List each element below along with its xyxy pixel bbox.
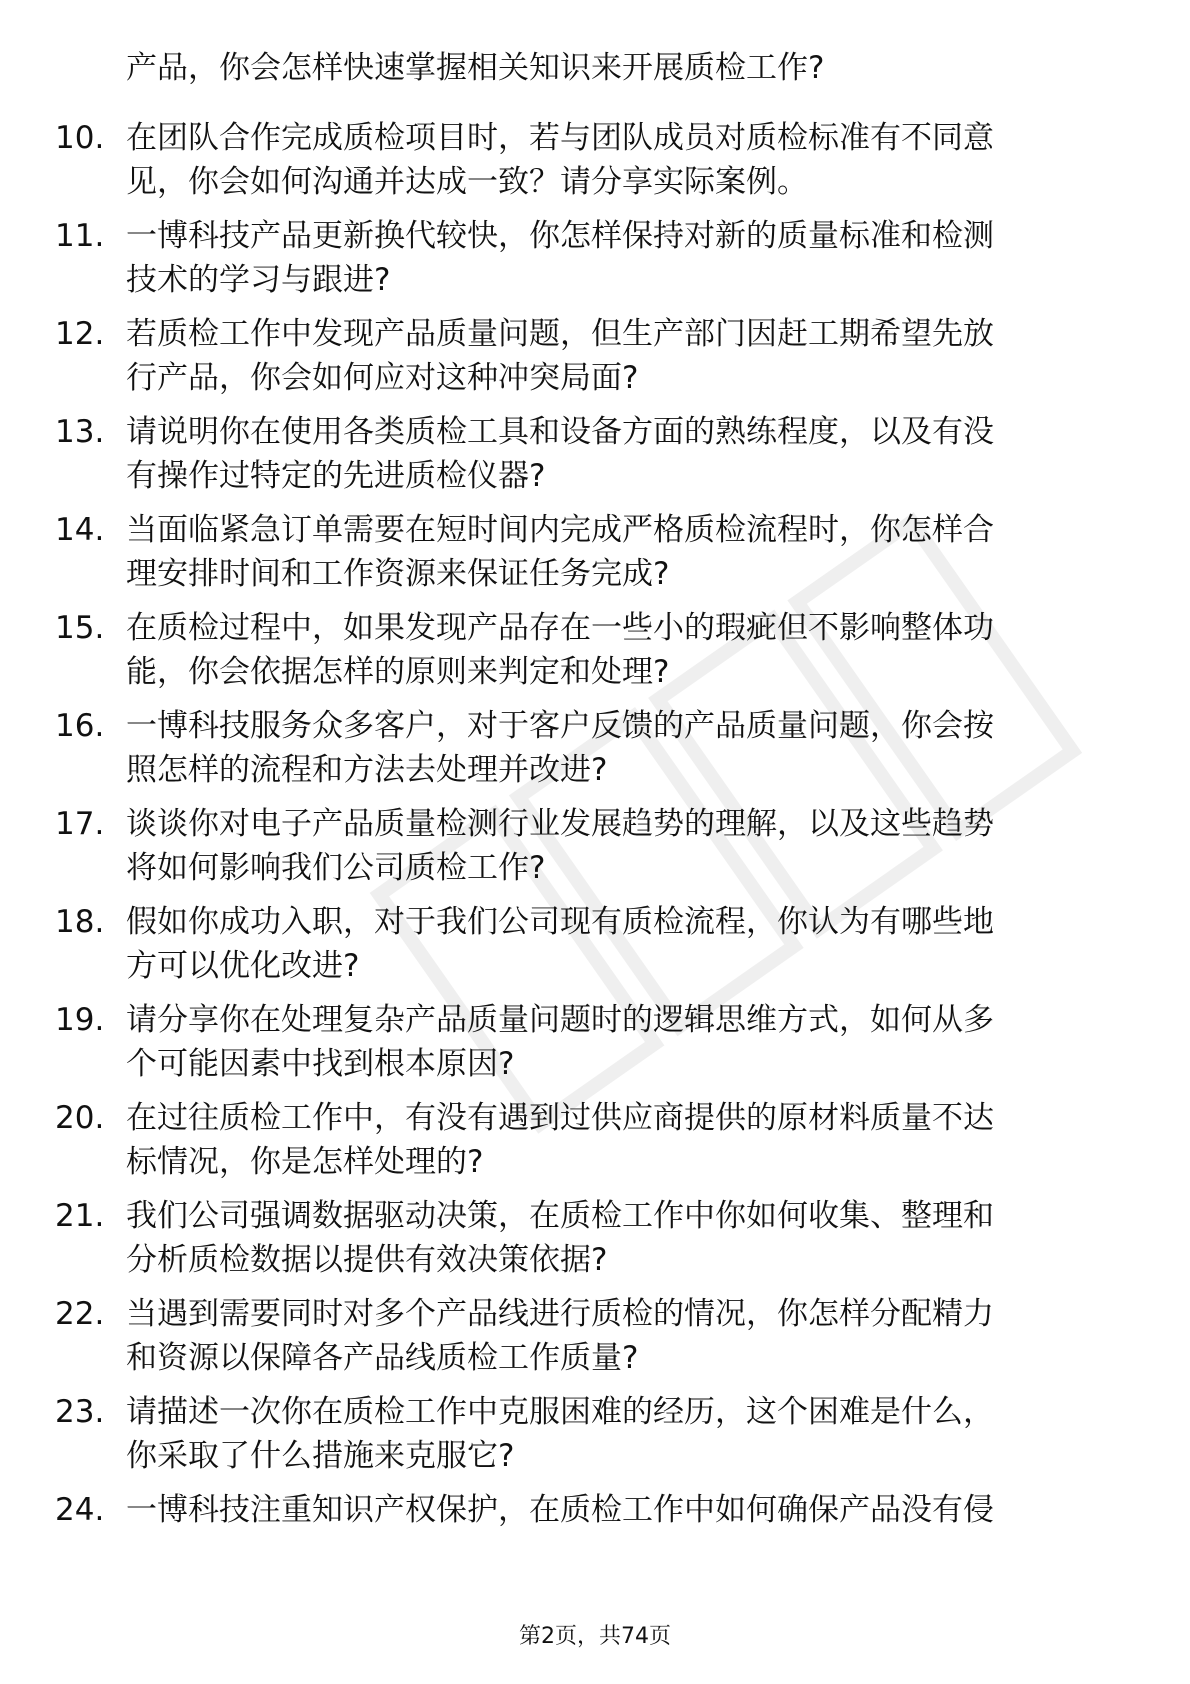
question-line: 请说明你在使用各类质检工具和设备方面的熟练程度，以及有没 xyxy=(126,414,994,450)
question-number: 20. xyxy=(55,1100,105,1136)
question-text xyxy=(126,704,1116,792)
question-line: 标情况，你是怎样处理的? xyxy=(126,1144,484,1180)
question-text xyxy=(126,802,1116,890)
question-number: 12. xyxy=(55,316,105,352)
question-line: 一博科技注重知识产权保护，在质检工作中如何确保产品没有侵 xyxy=(126,1492,994,1528)
question-text xyxy=(126,998,1116,1086)
question-line: 和资源以保障各产品线质检工作质量? xyxy=(126,1340,639,1376)
question-line: 假如你成功入职，对于我们公司现有质检流程，你认为有哪些地 xyxy=(126,904,994,940)
question-line: 行产品，你会如何应对这种冲突局面? xyxy=(126,360,639,396)
question-line: 一博科技服务众多客户，对于客户反馈的产品质量问题，你会按 xyxy=(126,708,994,744)
page-footer: 第2页，共74页 xyxy=(519,1624,671,1649)
list-item xyxy=(55,1194,1115,1292)
question-line: 若质检工作中发现产品质量问题，但生产部门因赶工期希望先放 xyxy=(126,316,994,352)
question-text xyxy=(126,1292,1116,1380)
question-line: 一博科技产品更新换代较快，你怎样保持对新的质量标准和检测 xyxy=(126,218,994,254)
question-line: 当遇到需要同时对多个产品线进行质检的情况，你怎样分配精力 xyxy=(126,1296,994,1332)
question-text xyxy=(126,508,1116,596)
list-item xyxy=(55,1488,1115,1586)
question-number: 24. xyxy=(55,1492,105,1528)
list-item xyxy=(55,410,1115,508)
question-text xyxy=(126,312,1116,400)
question-text xyxy=(126,1194,1116,1282)
question-number: 17. xyxy=(55,806,105,842)
list-item xyxy=(55,312,1115,410)
list-item xyxy=(55,1096,1115,1194)
question-text xyxy=(126,1488,1116,1532)
question-number: 23. xyxy=(55,1394,105,1430)
list-item xyxy=(55,1292,1115,1390)
question-line: 有操作过特定的先进质检仪器? xyxy=(126,458,546,494)
list-item xyxy=(55,1390,1115,1488)
question-line: 我们公司强调数据驱动决策，在质检工作中你如何收集、整理和 xyxy=(126,1198,994,1234)
question-line: 当面临紧急订单需要在短时间内完成严格质检流程时，你怎样合 xyxy=(126,512,994,548)
question-line: 在团队合作完成质检项目时，若与团队成员对质检标准有不同意 xyxy=(126,120,994,156)
list-item xyxy=(55,900,1115,998)
question-line: 请描述一次你在质检工作中克服困难的经历，这个困难是什么， xyxy=(126,1394,994,1430)
question-text xyxy=(126,1096,1116,1184)
question-number: 21. xyxy=(55,1198,105,1234)
question-number: 10. xyxy=(55,120,105,156)
question-line: 见，你会如何沟通并达成一致？请分享实际案例。 xyxy=(126,164,808,200)
question-text xyxy=(126,116,1116,204)
question-text xyxy=(126,410,1116,498)
question-number: 19. xyxy=(55,1002,105,1038)
question-line: 个可能因素中找到根本原因? xyxy=(126,1046,515,1082)
list-item xyxy=(55,802,1115,900)
question-list xyxy=(55,116,1115,1586)
question-number: 16. xyxy=(55,708,105,744)
question-text xyxy=(126,900,1116,988)
list-item xyxy=(55,998,1115,1096)
list-item xyxy=(55,508,1115,606)
question-text xyxy=(126,214,1116,302)
question-line: 将如何影响我们公司质检工作? xyxy=(126,850,546,886)
list-item xyxy=(55,214,1115,312)
question-number: 13. xyxy=(55,414,105,450)
question-line: 请分享你在处理复杂产品质量问题时的逻辑思维方式，如何从多 xyxy=(126,1002,994,1038)
question-text xyxy=(126,606,1116,694)
question-number: 18. xyxy=(55,904,105,940)
question-line: 能，你会依据怎样的原则来判定和处理? xyxy=(126,654,670,690)
question-line: 在质检过程中，如果发现产品存在一些小的瑕疵但不影响整体功 xyxy=(126,610,994,646)
question-number: 11. xyxy=(55,218,105,254)
question-line: 在过往质检工作中，有没有遇到过供应商提供的原材料质量不达 xyxy=(126,1100,994,1136)
question-line: 技术的学习与跟进? xyxy=(126,262,391,298)
question-line: 照怎样的流程和方法去处理并改进? xyxy=(126,752,608,788)
question-text xyxy=(126,1390,1116,1478)
question-line: 你采取了什么措施来克服它? xyxy=(126,1438,515,1474)
question-line: 方可以优化改进? xyxy=(126,948,360,984)
continuation-text: 产品，你会怎样快速掌握相关知识来开展质检工作? xyxy=(126,50,825,86)
question-number: 14. xyxy=(55,512,105,548)
question-line: 谈谈你对电子产品质量检测行业发展趋势的理解，以及这些趋势 xyxy=(126,806,994,842)
question-line: 分析质检数据以提供有效决策依据? xyxy=(126,1242,608,1278)
question-number: 15. xyxy=(55,610,105,646)
list-item xyxy=(55,116,1115,214)
list-item xyxy=(55,606,1115,704)
list-item xyxy=(55,704,1115,802)
question-number: 22. xyxy=(55,1296,105,1332)
question-line: 理安排时间和工作资源来保证任务完成? xyxy=(126,556,670,592)
